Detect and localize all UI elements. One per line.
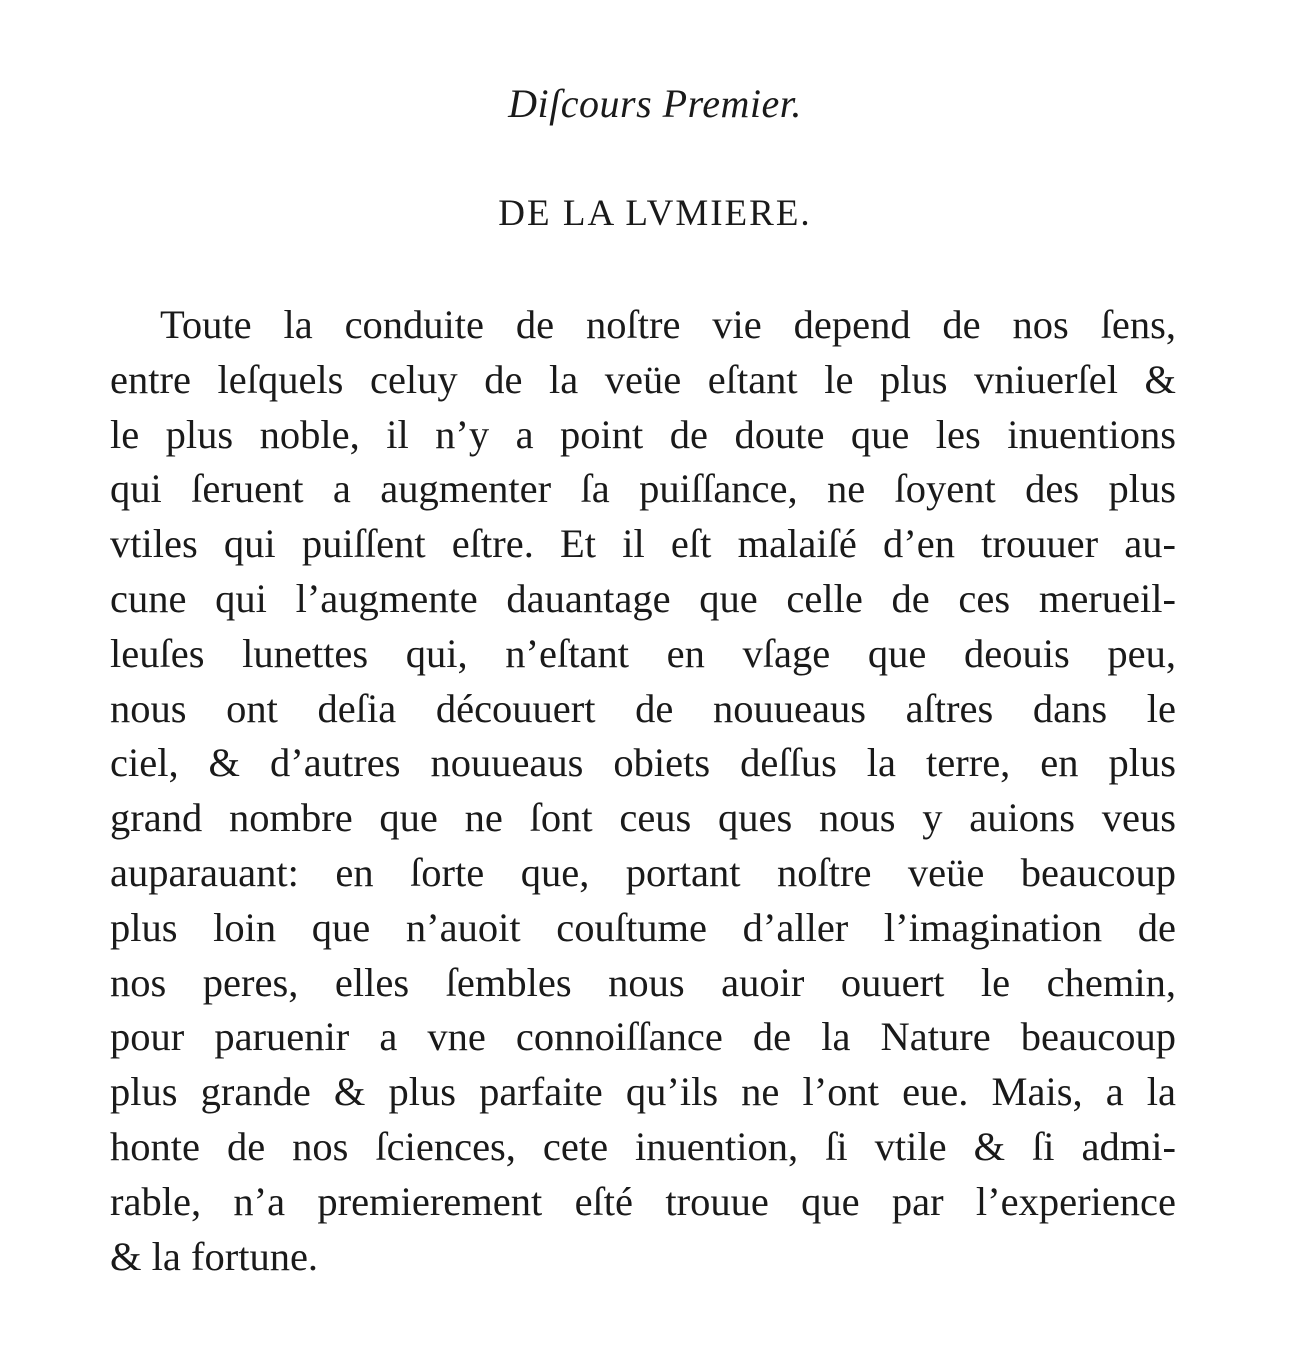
paragraph-line: leuſes lunettes qui, n’eſtant en vſage que deouis peu, [110, 630, 1176, 676]
paragraph-line: Toute la conduite de noſtre vie depend de nos ſens, [160, 302, 1176, 347]
paragraph-line: entre leſquels celuy de la veüe eſtant le plus vniuerſel & [110, 356, 1176, 402]
paragraph-line: plus loin que n’auoit couſtume d’aller l’imagination de [110, 904, 1176, 950]
paragraph-line: & la fortune. [110, 1233, 319, 1279]
paragraph [110, 298, 1176, 1284]
paragraph-line: ciel, & d’autres nouueaus obiets deſſus la terre, en plus [110, 740, 1176, 786]
paragraph-line: qui ſeruent a augmenter ſa puiſſance, ne ſoyent des plus [110, 466, 1176, 512]
paragraph-line: rable, n’a premierement eſté trouue que par l’experience [110, 1178, 1176, 1224]
chapter-title: DE LA LVMIERE. [498, 193, 812, 234]
paragraph-line: vtiles qui puiſſent eſtre. Et il eſt malaiſé d’en trouuer au- [110, 521, 1176, 567]
paragraph-line: honte de nos ſciences, cete inuention, ſi vtile & ſi admi- [110, 1123, 1176, 1169]
paragraph-line: pour paruenir a vne connoiſſance de la Nature beaucoup [110, 1014, 1176, 1060]
paragraph-line: auparauant: en ſorte que, portant noſtre veüe beaucoup [110, 849, 1176, 895]
paragraph-line: cune qui l’augmente dauantage que celle de ces merueil- [110, 575, 1176, 621]
paragraph-line: le plus noble, il n’y a point de doute que les inuentions [110, 411, 1176, 457]
paragraph-line: nos peres, elles ſembles nous auoir ouuert le chemin, [110, 959, 1176, 1005]
paragraph-line: nous ont deſia découuert de nouueaus aſtres dans le [110, 685, 1176, 731]
paragraph-line: grand nombre que ne ſont ceus ques nous y auions veus [110, 795, 1176, 841]
paragraph-line: plus grande & plus parfaite qu’ils ne l’ont eue. Mais, a la [110, 1069, 1176, 1115]
running-head: Diſcours Premier. [508, 81, 802, 126]
